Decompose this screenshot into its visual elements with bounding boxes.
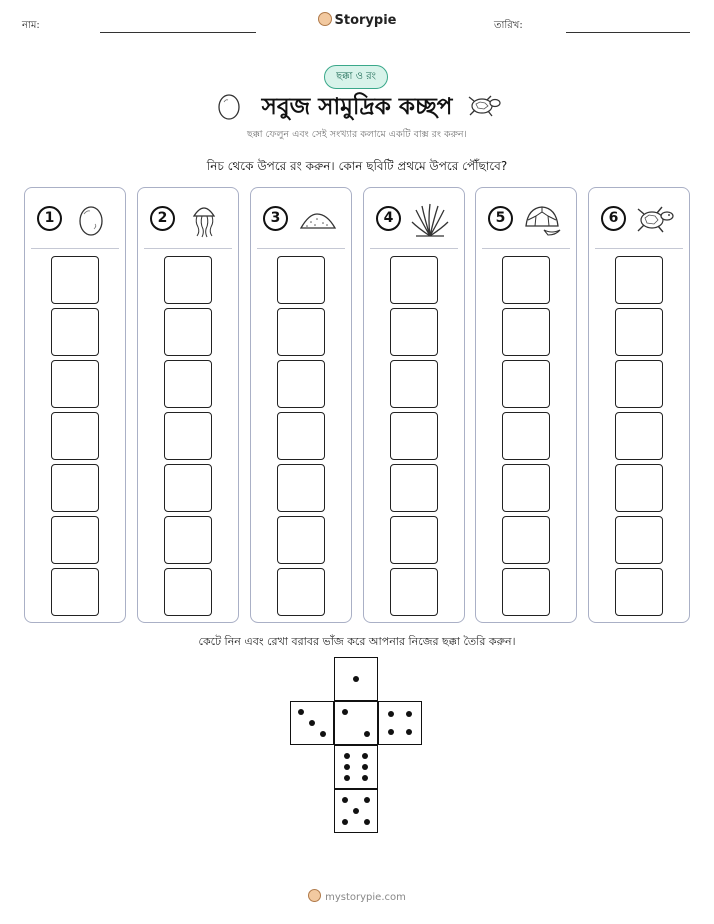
color-box[interactable] (51, 516, 99, 564)
color-box[interactable] (615, 360, 663, 408)
column-divider (482, 248, 570, 249)
die-face-3 (290, 701, 334, 745)
jellyfish-icon (184, 202, 224, 238)
column-5 (475, 187, 577, 623)
color-box[interactable] (615, 568, 663, 616)
color-box[interactable] (51, 568, 99, 616)
color-box[interactable] (277, 568, 325, 616)
color-box[interactable] (615, 412, 663, 460)
color-box[interactable] (164, 360, 212, 408)
color-box[interactable] (502, 412, 550, 460)
color-box[interactable] (615, 308, 663, 356)
instruction: নিচ থেকে উপরে রং করুন। কোন ছবিটি প্রথমে উপরে পৌঁছাবে? (206, 159, 508, 173)
cut-instruction: কেটে নিন এবং রেখা বরাবর ভাঁজ করে আপনার নিজের ছক্কা তৈরি করুন। (198, 635, 516, 648)
die-pip (362, 775, 368, 781)
footer-link[interactable]: mystorypie.com (0, 889, 714, 903)
color-box[interactable] (615, 256, 663, 304)
bear-icon (308, 889, 321, 902)
die-pip (353, 676, 359, 682)
color-box[interactable] (277, 464, 325, 512)
sand-icon (297, 202, 337, 238)
die-pip (309, 720, 315, 726)
category-badge: ছক্কা ও রং (324, 65, 388, 89)
die-pip (388, 729, 394, 735)
color-box[interactable] (390, 360, 438, 408)
number-circle: 6 (601, 206, 626, 231)
color-box[interactable] (164, 308, 212, 356)
color-box[interactable] (164, 568, 212, 616)
color-box[interactable] (51, 360, 99, 408)
die-face-4 (378, 701, 422, 745)
die-face-6 (334, 745, 378, 789)
column-divider (144, 248, 232, 249)
number-circle: 1 (37, 206, 62, 231)
column-3 (250, 187, 352, 623)
number-circle: 2 (150, 206, 175, 231)
number-circle: 5 (488, 206, 513, 231)
color-box[interactable] (390, 412, 438, 460)
color-box[interactable] (615, 464, 663, 512)
color-box[interactable] (615, 516, 663, 564)
number-circle: 4 (376, 206, 401, 231)
egg-icon (71, 202, 111, 238)
color-box[interactable] (277, 308, 325, 356)
column-1 (24, 187, 126, 623)
column-6 (588, 187, 690, 623)
color-box[interactable] (502, 516, 550, 564)
storypie-logo: Storypie (0, 12, 714, 28)
column-4 (363, 187, 465, 623)
date-label: তারিখ: (494, 20, 523, 31)
color-box[interactable] (502, 464, 550, 512)
color-box[interactable] (390, 568, 438, 616)
date-line[interactable] (566, 32, 690, 33)
color-box[interactable] (277, 360, 325, 408)
die-pip (344, 764, 350, 770)
bear-icon (318, 12, 332, 26)
color-box[interactable] (164, 464, 212, 512)
seagrass-icon (410, 202, 450, 238)
subtitle: ছক্কা ফেলুন এবং সেই সংখ্যার কলামে একটি বাক্স রং করুন। (247, 129, 467, 140)
die-pip (342, 797, 348, 803)
die-pip (344, 753, 350, 759)
column-divider (31, 248, 119, 249)
color-box[interactable] (51, 464, 99, 512)
color-box[interactable] (390, 308, 438, 356)
color-box[interactable] (502, 308, 550, 356)
color-box[interactable] (164, 516, 212, 564)
color-box[interactable] (390, 256, 438, 304)
sea-turtle-icon (635, 202, 677, 238)
color-box[interactable] (51, 256, 99, 304)
die-pip (362, 764, 368, 770)
die-pip (388, 711, 394, 717)
column-2 (137, 187, 239, 623)
die-face-2 (334, 701, 378, 745)
name-label: নাম: (22, 20, 40, 31)
color-box[interactable] (502, 360, 550, 408)
die-pip (344, 775, 350, 781)
die-pip (364, 797, 370, 803)
die-pip (364, 731, 370, 737)
color-box[interactable] (277, 412, 325, 460)
die-pip (298, 709, 304, 715)
die-pip (342, 709, 348, 715)
turtle-shell-icon (522, 202, 562, 238)
die-pip (406, 729, 412, 735)
die-pip (342, 819, 348, 825)
die-pip (353, 808, 359, 814)
die-pip (320, 731, 326, 737)
die-pip (406, 711, 412, 717)
name-line[interactable] (100, 32, 256, 33)
color-box[interactable] (277, 516, 325, 564)
color-box[interactable] (502, 568, 550, 616)
column-divider (370, 248, 458, 249)
color-box[interactable] (51, 308, 99, 356)
die-pip (362, 753, 368, 759)
color-box[interactable] (277, 256, 325, 304)
die-face-1 (334, 657, 378, 701)
die-face-5 (334, 789, 378, 833)
column-divider (595, 248, 683, 249)
color-box[interactable] (390, 464, 438, 512)
number-circle: 3 (263, 206, 288, 231)
color-box[interactable] (51, 412, 99, 460)
color-box[interactable] (502, 256, 550, 304)
color-box[interactable] (390, 516, 438, 564)
die-pip (364, 819, 370, 825)
sea-turtle-icon (466, 94, 502, 118)
color-box[interactable] (164, 256, 212, 304)
color-box[interactable] (164, 412, 212, 460)
page-title: সবুজ সামুদ্রিক কচ্ছপ (261, 94, 453, 120)
column-divider (257, 248, 345, 249)
